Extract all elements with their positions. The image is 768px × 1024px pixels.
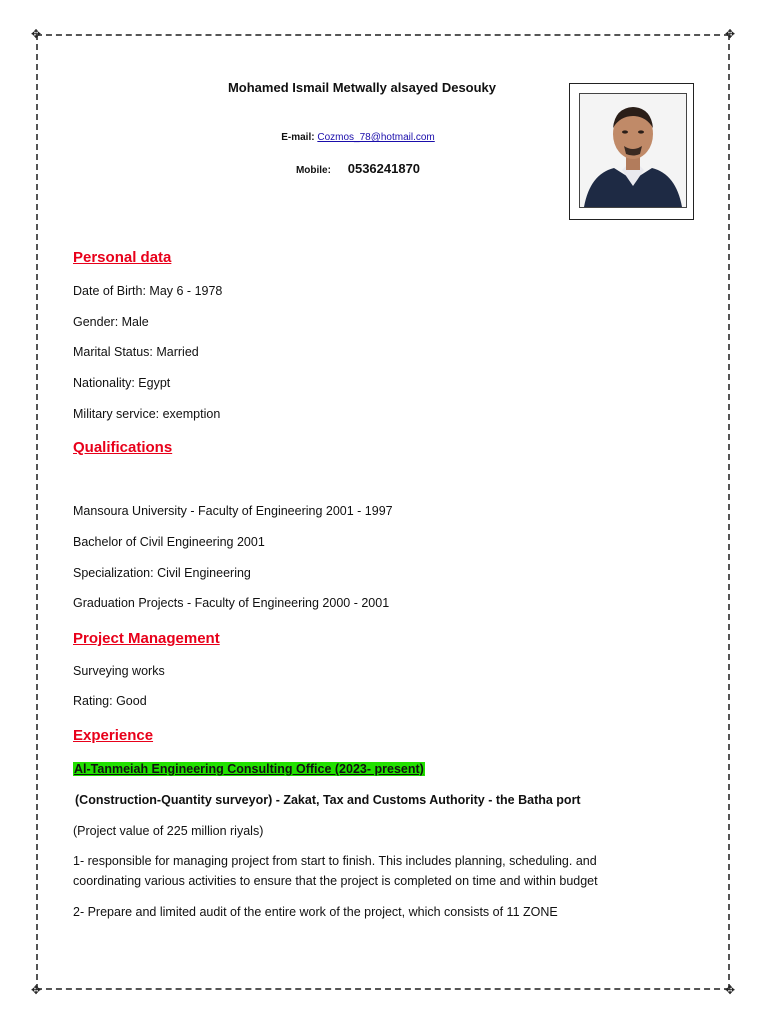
email-label: E-mail: bbox=[281, 132, 315, 143]
candidate-name: Mohamed Ismail Metwally alsayed Desouky bbox=[227, 80, 497, 95]
bachelor-degree: Bachelor of Civil Engineering 2001 bbox=[73, 535, 265, 549]
photo-frame bbox=[569, 83, 694, 220]
section-project-management: Project Management bbox=[73, 630, 220, 647]
corner-ornament-icon: ✥ bbox=[30, 983, 42, 997]
person-portrait-icon bbox=[580, 94, 686, 207]
experience-item-1-line-2: coordinating various activities to ensure that the project is completed on time and within budget bbox=[73, 874, 598, 888]
rating: Rating: Good bbox=[73, 694, 147, 708]
nationality: Nationality: Egypt bbox=[73, 376, 171, 390]
project-value: (Project value of 225 million riyals) bbox=[73, 824, 264, 838]
profile-photo bbox=[579, 93, 687, 208]
graduation-projects: Graduation Projects - Faculty of Engineering 2000 - 2001 bbox=[73, 596, 390, 610]
experience-employer bbox=[73, 762, 425, 776]
military-service: Military service: exemption bbox=[73, 407, 221, 421]
employer-highlight: Al-Tanmeiah Engineering Consulting Office (2023- present) bbox=[74, 762, 424, 776]
corner-ornament-icon: ✥ bbox=[724, 983, 736, 997]
corner-ornament-icon: ✥ bbox=[724, 27, 736, 41]
marital-status: Marital Status: Married bbox=[73, 345, 199, 359]
university: Mansoura University - Faculty of Engineering 2001 - 1997 bbox=[73, 504, 393, 518]
corner-ornament-icon: ✥ bbox=[30, 27, 42, 41]
section-qualifications: Qualifications bbox=[73, 439, 173, 456]
section-experience: Experience bbox=[73, 727, 154, 744]
experience-role: (Construction-Quantity surveyor) - Zakat, Tax and Customs Authority - the Batha port bbox=[75, 793, 581, 807]
email-link[interactable]: Cozmos_78@hotmail.com bbox=[317, 132, 435, 143]
section-personal-data: Personal data bbox=[73, 249, 172, 266]
mobile-label: Mobile: bbox=[295, 165, 331, 176]
mobile-number: 0536241870 bbox=[347, 161, 421, 176]
experience-item-1-line-1: 1- responsible for managing project from start to finish. This includes planning, scheduling. and bbox=[73, 854, 597, 868]
specialization: Specialization: Civil Engineering bbox=[73, 566, 251, 580]
gender: Gender: Male bbox=[73, 315, 149, 329]
date-of-birth: Date of Birth: May 6 - 1978 bbox=[73, 284, 223, 298]
experience-item-2: 2- Prepare and limited audit of the entire work of the project, which consists of 11 ZONE bbox=[73, 905, 558, 919]
surveying-works: Surveying works bbox=[73, 664, 165, 678]
